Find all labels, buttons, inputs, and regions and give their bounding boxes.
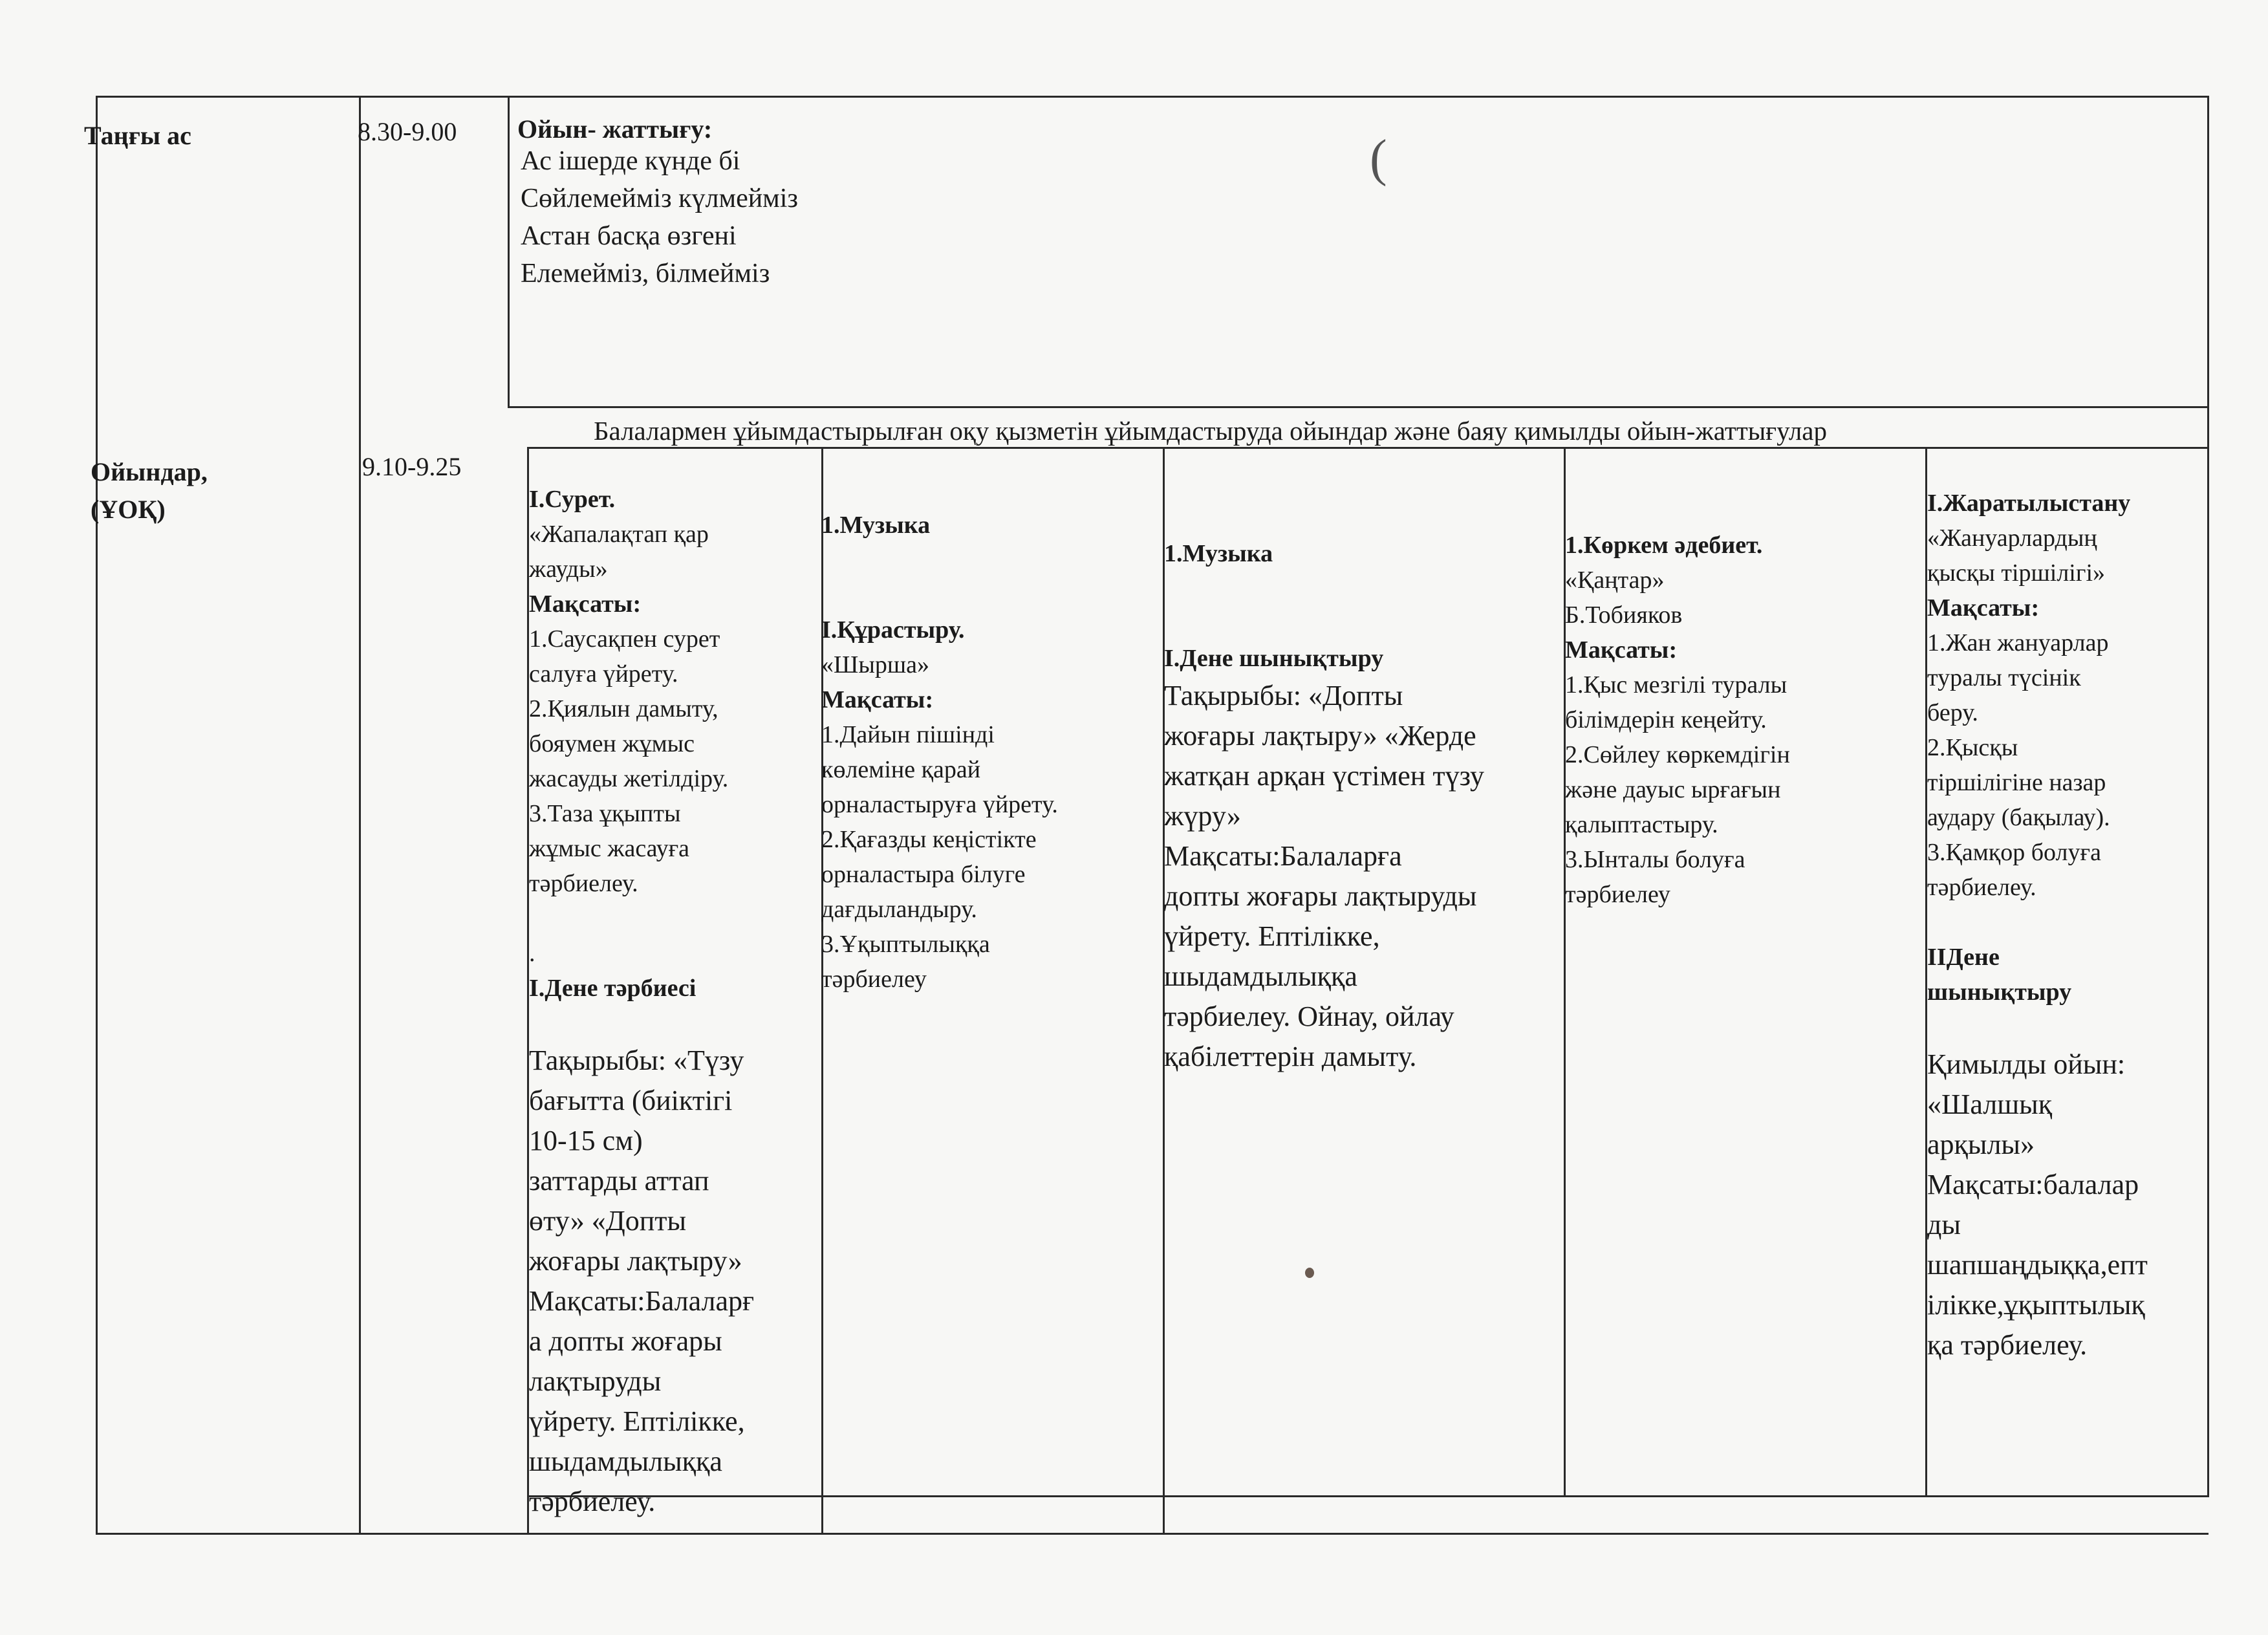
- row2-header: Балалармен ұйымдастырылған оқу қызметін ұйымдастыруда ойындар және баяу қимылды ойын-жаттығулар: [594, 416, 1827, 446]
- row1-line: Ас ішерде күнде бі: [521, 146, 740, 176]
- column-line: [1164, 571, 1484, 606]
- column-line: жатқан арқан үстімен түзу: [1164, 760, 1485, 792]
- column-line: 2.Қысқы: [1927, 734, 2018, 761]
- column-line: «Шырша»: [821, 651, 929, 678]
- column-line: өту» «Допты: [529, 1205, 687, 1237]
- row1-label: Таңғы ас: [84, 121, 191, 150]
- activity-column-4: [1565, 528, 1790, 912]
- subcolumns-bottom-border: [527, 1495, 2209, 1497]
- column-line: тіршілігіне назар: [1927, 769, 2106, 796]
- scan-speck: [1305, 1268, 1314, 1278]
- column-line: қысқы тіршілігі»: [1927, 559, 2105, 587]
- column-line: [1927, 905, 2148, 940]
- row1-divider: [508, 406, 2209, 408]
- column-line: І.Дене шынықтыру: [1164, 645, 1384, 672]
- table-top-border: [96, 96, 2209, 98]
- activity-column-2: [821, 508, 1058, 997]
- activity-column-5: [1927, 486, 2148, 1365]
- label-time-divider: [359, 96, 361, 1535]
- column-line: Мақсаты:: [1565, 636, 1678, 664]
- column-line: шапшаңдыққа,епт: [1927, 1249, 2148, 1281]
- row1-time: 8.30-9.00: [358, 117, 457, 146]
- column-line: Мақсаты:: [529, 590, 642, 618]
- column-line: орналастыра білуге: [821, 861, 1026, 888]
- column-line: қабілеттерін дамыту.: [1164, 1041, 1417, 1072]
- column-line: Тақырыбы: «Допты: [1164, 680, 1403, 711]
- column-line: жоғары лақтыру»: [529, 1245, 742, 1277]
- column-line: 3.Ынталы болуға: [1565, 846, 1745, 873]
- column-line: «Жапалақтап қар: [529, 521, 709, 548]
- time-content-divider-row1: [508, 96, 510, 408]
- column-line: тәрбиелеу: [1565, 881, 1670, 908]
- column-line: заттарды аттап: [529, 1165, 709, 1196]
- column-line: .: [529, 940, 535, 967]
- row1-lines: [521, 142, 798, 292]
- column-line: 3.Ұқыптылыққа: [821, 931, 990, 958]
- row1-line: Сөйлемейміз күлмейміз: [521, 184, 799, 213]
- column-line: орналастыруға үйрету.: [821, 791, 1058, 818]
- column-line: бояумен жұмыс: [529, 730, 695, 757]
- column-line: Б.Тобияков: [1565, 601, 1683, 629]
- column-line: Мақсаты:: [821, 686, 934, 713]
- column-line: ілікке,ұқыптылық: [1927, 1289, 2145, 1321]
- column-line: және дауыс ырғағын: [1565, 776, 1781, 803]
- column-line: тәрбиелеу.: [1927, 874, 2036, 901]
- column-line: 1.Саусақпен сурет: [529, 625, 720, 653]
- column-line: жүру»: [1164, 800, 1241, 832]
- column-line: І.Жаратылыстану: [1927, 490, 2131, 517]
- column-line: жұмыс жасауға: [529, 835, 690, 862]
- column-line: [529, 901, 754, 936]
- column-line: 3.Қамқор болуға: [1927, 839, 2101, 866]
- column-line: «Шалшық: [1927, 1088, 2053, 1120]
- column-line: 2.Сөйлеу көркемдігін: [1565, 741, 1790, 768]
- table-bottom-border: [96, 1533, 2209, 1535]
- row2-header-divider: [527, 447, 2209, 449]
- column-line: лақтыруды: [529, 1365, 662, 1397]
- column-line: қа тәрбиелеу.: [1927, 1329, 2088, 1361]
- column-line: І.Сурет.: [529, 486, 616, 513]
- column-line: жауды»: [529, 556, 608, 583]
- column-line: көлеміне қарай: [821, 756, 981, 783]
- column-line: [1927, 1010, 2148, 1045]
- column-line: дағдыландыру.: [821, 896, 977, 923]
- row1-line: Елемейміз, білмейміз: [521, 259, 770, 288]
- column-line: допты жоғары лақтыруды: [1164, 880, 1477, 912]
- row2-label-line1: Ойындар,: [91, 457, 208, 486]
- column-line: жасауды жетілдіру.: [529, 765, 729, 792]
- column-line: Мақсаты:: [1927, 594, 2040, 622]
- column-line: [1164, 606, 1484, 641]
- table-left-border: [96, 96, 98, 1535]
- row2-label-line2: (ҰОҚ): [91, 495, 166, 524]
- column-line: 3.Таза ұқыпты: [529, 800, 681, 827]
- column-line: жоғары лақтыру» «Жерде: [1164, 720, 1476, 752]
- row2-time: 9.10-9.25: [362, 452, 462, 481]
- scan-mark: (: [1370, 130, 1387, 187]
- activity-column-3: [1164, 536, 1484, 1077]
- column-line: тәрбиелеу. Ойнау, ойлау: [1164, 1001, 1454, 1032]
- column-line: «Жануарлардың: [1927, 525, 2097, 552]
- column-line: «Қаңтар»: [1565, 567, 1665, 594]
- column-line: 1.Көркем әдебиет.: [1565, 532, 1763, 559]
- column-line: білімдерін кеңейту.: [1565, 706, 1767, 733]
- column-line: Мақсаты:Балаларға: [1164, 840, 1402, 872]
- column-line: [821, 543, 1058, 578]
- column-line: аудару (бақылау).: [1927, 804, 2110, 831]
- column-line: тәрбиелеу: [821, 966, 927, 993]
- column-line: үйрету. Ептілікке,: [529, 1405, 745, 1437]
- column-line: [529, 1006, 754, 1041]
- column-line: үйрету. Ептілікке,: [1164, 920, 1380, 952]
- column-line: Мақсаты:балалар: [1927, 1169, 2139, 1200]
- column-line: бағытта (биіктігі: [529, 1085, 733, 1116]
- column-line: туралы түсінік: [1927, 664, 2081, 691]
- column-line: арқылы»: [1927, 1129, 2035, 1160]
- column-line: тәрбиелеу.: [529, 870, 638, 897]
- row1-line: Астан басқа өзгені: [521, 221, 737, 251]
- column-line: 1.Дайын пішінді: [821, 721, 995, 748]
- column-line: [821, 578, 1058, 612]
- row1-title: Ойын- жаттығу:: [517, 114, 713, 144]
- column-line: 10-15 см): [529, 1125, 643, 1156]
- column-line: 1.Жан жануарлар: [1927, 629, 2109, 656]
- column-line: Тақырыбы: «Түзу: [529, 1045, 744, 1076]
- column-line: а допты жоғары: [529, 1325, 722, 1357]
- column-line: 2.Қиялын дамыту,: [529, 695, 718, 722]
- column-line: салуға үйрету.: [529, 660, 678, 688]
- column-line: ІІДене: [1927, 944, 2000, 971]
- column-line: тәрбиелеу.: [529, 1486, 656, 1517]
- table-right-border: [2207, 96, 2209, 1497]
- column-line: Мақсаты:Балаларғ: [529, 1285, 755, 1317]
- column-line: І.Дене тәрбиесі: [529, 975, 697, 1002]
- column-line: Қимылды ойын:: [1927, 1048, 2126, 1080]
- column-line: 1.Қыс мезгілі туралы: [1565, 671, 1787, 698]
- column-line: І.Құрастыру.: [821, 616, 965, 644]
- column-line: ды: [1927, 1209, 1961, 1240]
- column-line: шыдамдылыққа: [529, 1446, 722, 1477]
- activity-column-1: [529, 482, 754, 1522]
- column-line: шынықтыру: [1927, 979, 2072, 1006]
- column-line: шыдамдылыққа: [1164, 960, 1357, 992]
- column-line: 2.Қағазды кеңістікте: [821, 826, 1037, 853]
- column-line: беру.: [1927, 699, 1978, 726]
- column-line: қалыптастыру.: [1565, 811, 1718, 838]
- column-line: 1.Музыка: [1164, 540, 1273, 567]
- column-line: 1.Музыка: [821, 512, 931, 539]
